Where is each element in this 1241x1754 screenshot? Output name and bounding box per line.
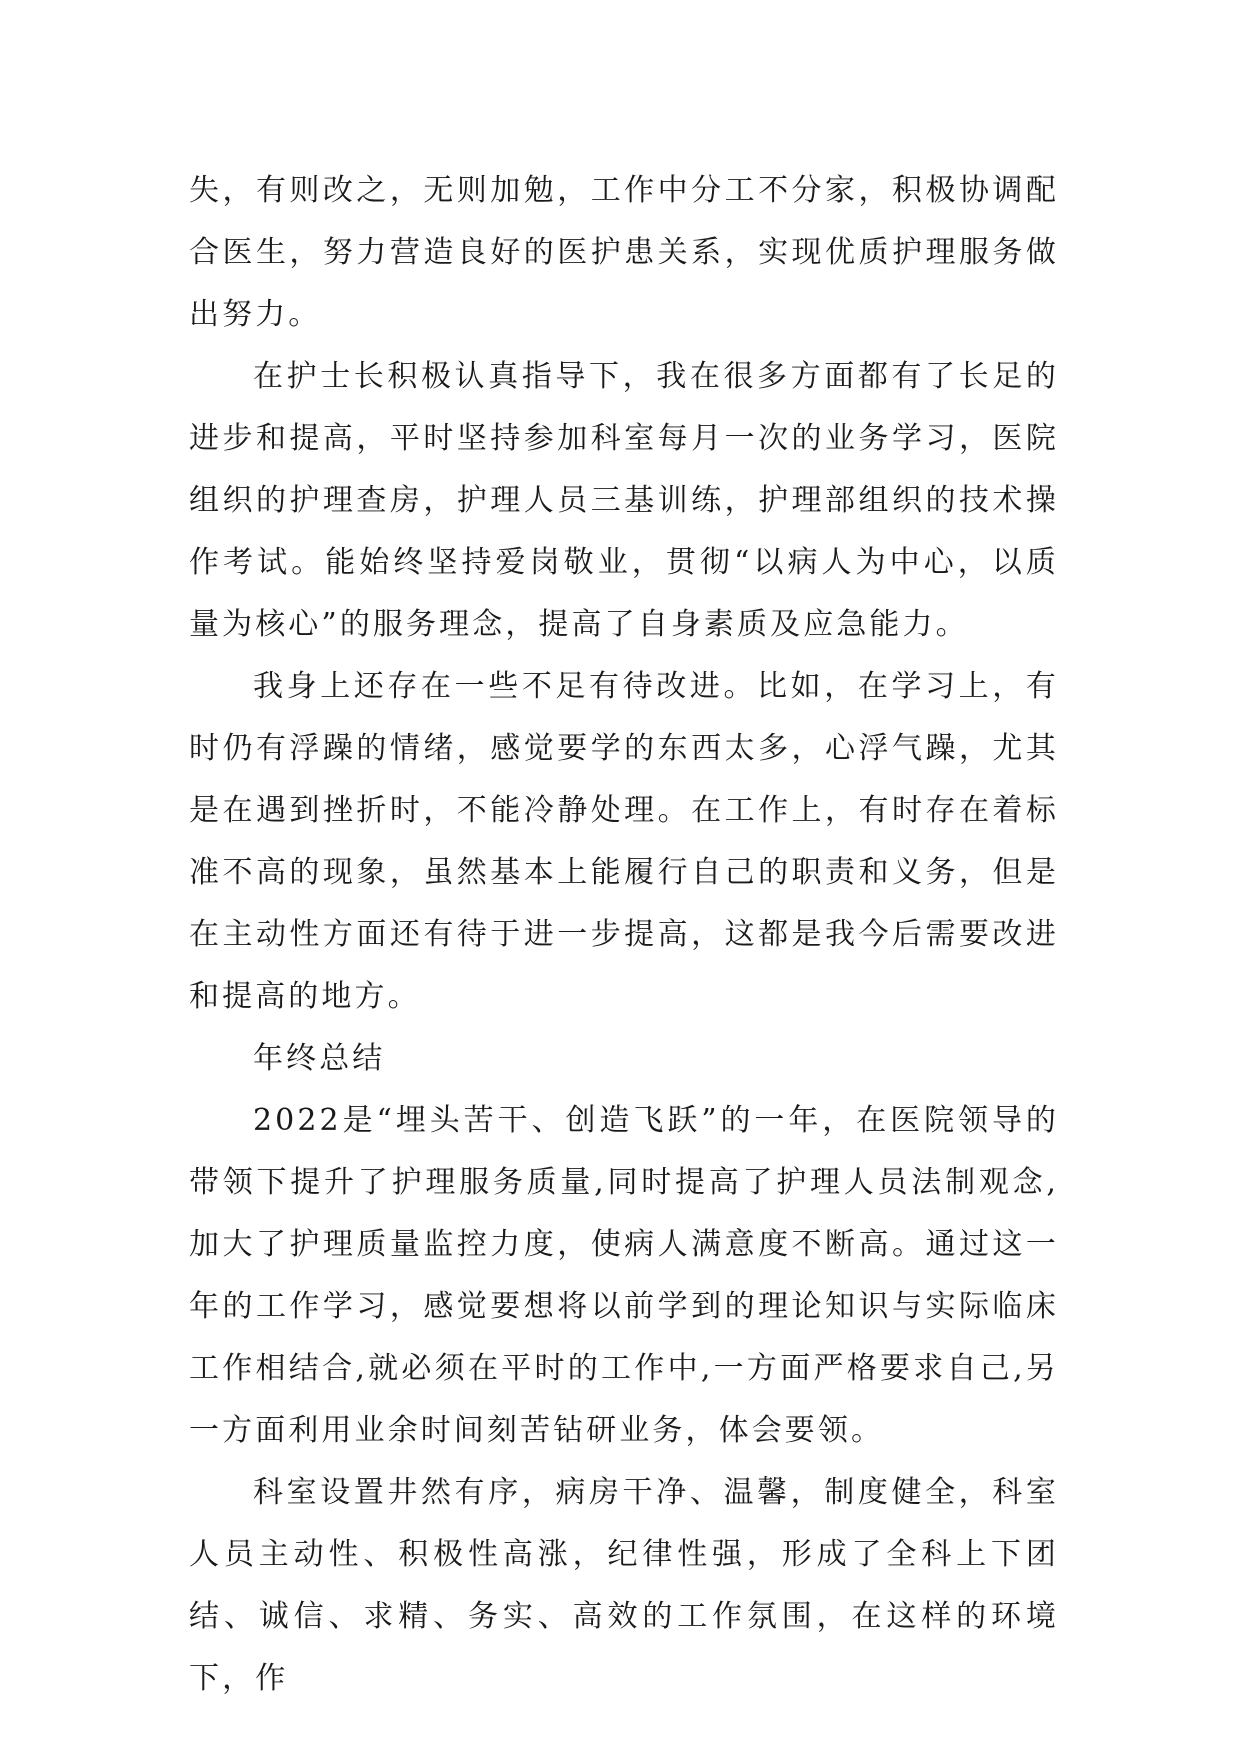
paragraph-continuation: 失，有则改之，无则加勉，工作中分工不分家，积极协调配合医生，努力营造良好的医护患关系，实现优质护理服务做出努力。 xyxy=(189,173,1059,332)
paragraph-head-nurse-guidance: 在护士长积极认真指导下，我在很多方面都有了长足的进步和提高，平时坚持参加科室每月一次的业务学习，医院组织的护理查房，护理人员三基训练，护理部组织的技术操作考试。能始终坚持爱岗敬业，贯彻“以病人为中心，以质量为核心”的服务理念，提高了自身素质及应急能力。 xyxy=(189,359,1059,642)
section-heading: 年终总结 xyxy=(253,1041,386,1076)
paragraph-department-setup: 科室设置井然有序，病房干净、温馨，制度健全，科室人员主动性、积极性高涨，纪律性强，形成了全科上下团结、诚信、求精、务实、高效的工作氛围，在这样的环境下，作 xyxy=(189,1475,1059,1696)
paragraph-year-summary: 2022是“埋头苦干、创造飞跃”的一年，在医院领导的带领下提升了护理服务质量,同时提高了护理人员法制观念,加大了护理质量监控力度，使病人满意度不断高。通过这一年的工作学习，感觉要想将以前学到的理论知识与实际临床工作相结合,就必须在平时的工作中,一方面严格要求自己,另一方面利用业余时间刻苦钻研业务，体会要领。 xyxy=(189,1103,1059,1448)
paragraph-shortcomings: 我身上还存在一些不足有待改进。比如，在学习上，有时仍有浮躁的情绪，感觉要学的东西太多，心浮气躁，尤其是在遇到挫折时，不能冷静处理。在工作上，有时存在着标准不高的现象，虽然基本上能履行自己的职责和义务，但是在主动性方面还有待于进一步提高，这都是我今后需要改进和提高的地方。 xyxy=(189,669,1059,1014)
document-body xyxy=(189,160,1059,1710)
